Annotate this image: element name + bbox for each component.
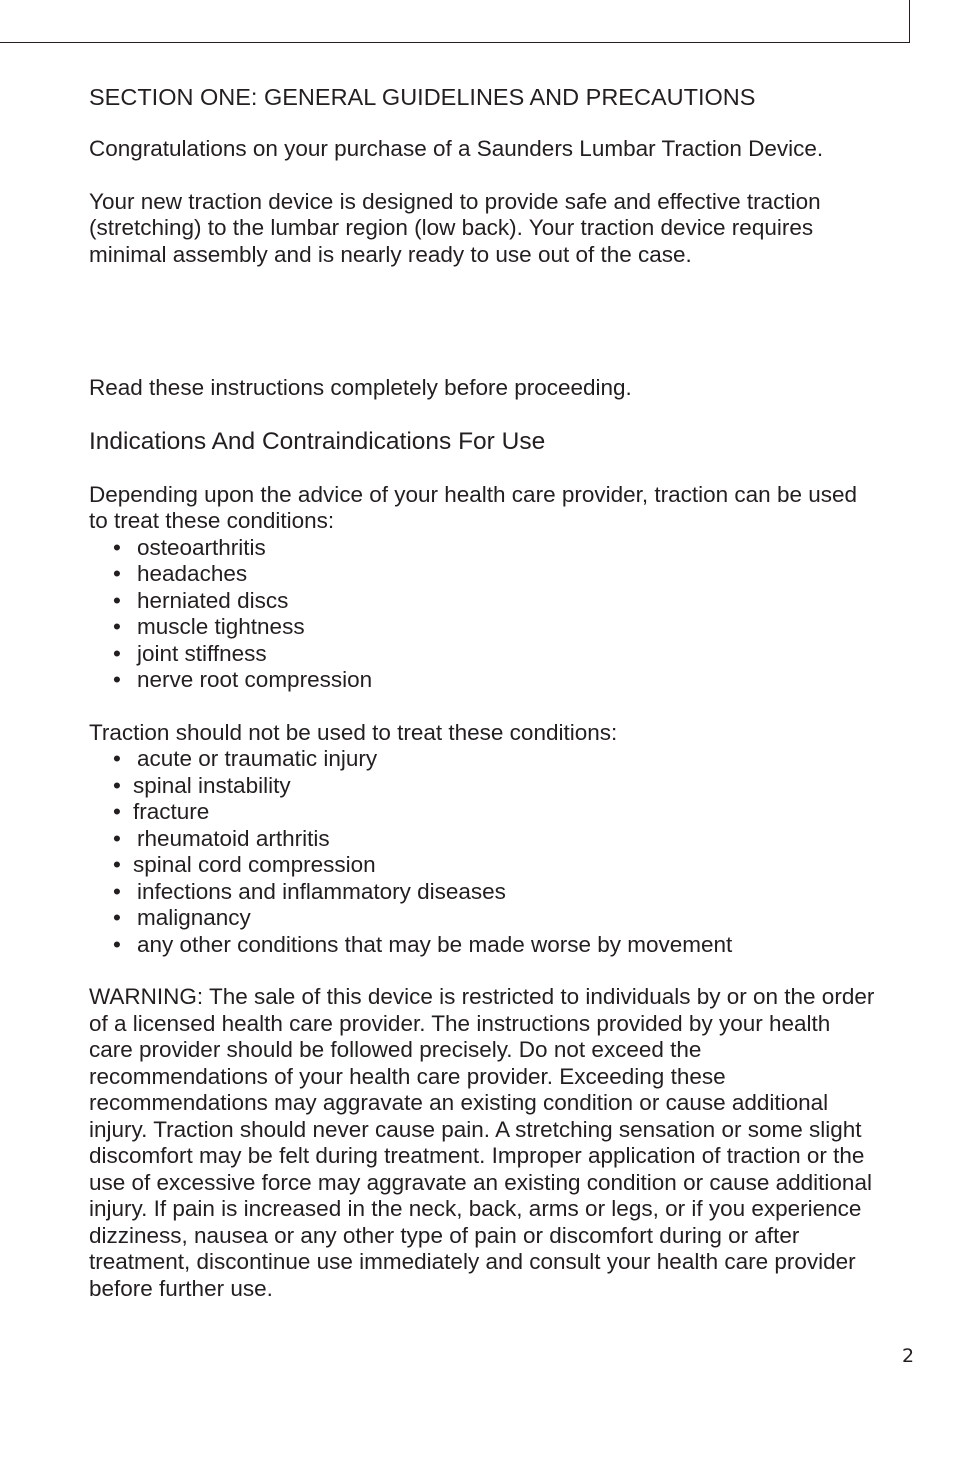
list-item: • spinal instability — [113, 772, 291, 798]
page-number: 2 — [902, 1345, 915, 1367]
header-rule — [0, 42, 910, 43]
bullet-icon: • — [113, 614, 121, 639]
indications-list — [89, 535, 879, 694]
bullet-icon: • — [113, 746, 121, 771]
congratulations-paragraph: Congratulations on your purchase of a Saunders Lumbar Traction Device. — [89, 136, 824, 161]
bullet-icon: • — [113, 878, 121, 904]
bullet-icon: • — [113, 772, 121, 798]
read-instructions-paragraph: Read these instructions completely before proceeding. — [89, 375, 632, 400]
contraindications-intro: Traction should not be used to treat these conditions: — [89, 719, 618, 745]
page-content — [89, 82, 879, 1302]
list-item: • acute or traumatic injury — [113, 746, 378, 771]
header-rule-corner — [909, 0, 910, 43]
list-item: • nerve root compression — [113, 667, 373, 692]
list-item: • fracture — [113, 799, 210, 824]
bullet-icon: • — [113, 587, 121, 613]
bullet-icon: • — [113, 561, 121, 586]
bullet-icon: • — [113, 852, 121, 877]
list-item: • muscle tightness — [113, 614, 305, 639]
contraindications-list — [89, 746, 879, 958]
intro-paragraph: Your new traction device is designed to provide safe and effective traction (stretching) to the lumbar region (low back). Your traction device requires minimal assembly and is nearly ready to use out of the case. — [89, 188, 821, 267]
list-item: • osteoarthritis — [113, 534, 266, 560]
warning-paragraph: WARNING: The sale of this device is restricted to individuals by or on the order of a licensed health care provider. The instructions provided by your health care provider should be followed precisely. Do not exceed the recommendations of your health care provider. Exceeding these recommendations may aggravate an existing condition or cause additional injury. Traction should never cause pain. A stretching sensation or some slight discomfort may be felt during treatment. Improper application of traction or the use of excessive force may aggravate an existing condition or cause additional injury. If pain is increased in the neck, back, arms or legs, or if you experience dizziness, nausea or any other type of pain or discomfort during or after treatment, discontinue use immediately and consult your health care provider before further use. — [89, 984, 875, 1301]
bullet-icon: • — [113, 931, 121, 957]
indications-heading: Indications And Contraindications For Use — [89, 427, 546, 455]
bullet-icon: • — [113, 640, 121, 666]
list-item: • malignancy — [113, 905, 251, 930]
indications-intro: Depending upon the advice of your health care provider, traction can be used to treat these conditions: — [89, 481, 858, 533]
list-item: • joint stiffness — [113, 640, 267, 666]
section-title: SECTION ONE: GENERAL GUIDELINES AND PRECAUTIONS — [89, 84, 756, 110]
list-item: • infections and inflammatory diseases — [113, 878, 506, 904]
list-item: • spinal cord compression — [113, 852, 376, 877]
bullet-icon: • — [113, 534, 121, 560]
bullet-icon: • — [113, 825, 121, 851]
bullet-icon: • — [113, 667, 121, 692]
list-item: • any other conditions that may be made worse by movement — [113, 931, 733, 957]
list-item: • headaches — [113, 561, 248, 586]
bullet-icon: • — [113, 799, 121, 824]
list-item: • herniated discs — [113, 587, 289, 613]
bullet-icon: • — [113, 905, 121, 930]
list-item: • rheumatoid arthritis — [113, 825, 330, 851]
